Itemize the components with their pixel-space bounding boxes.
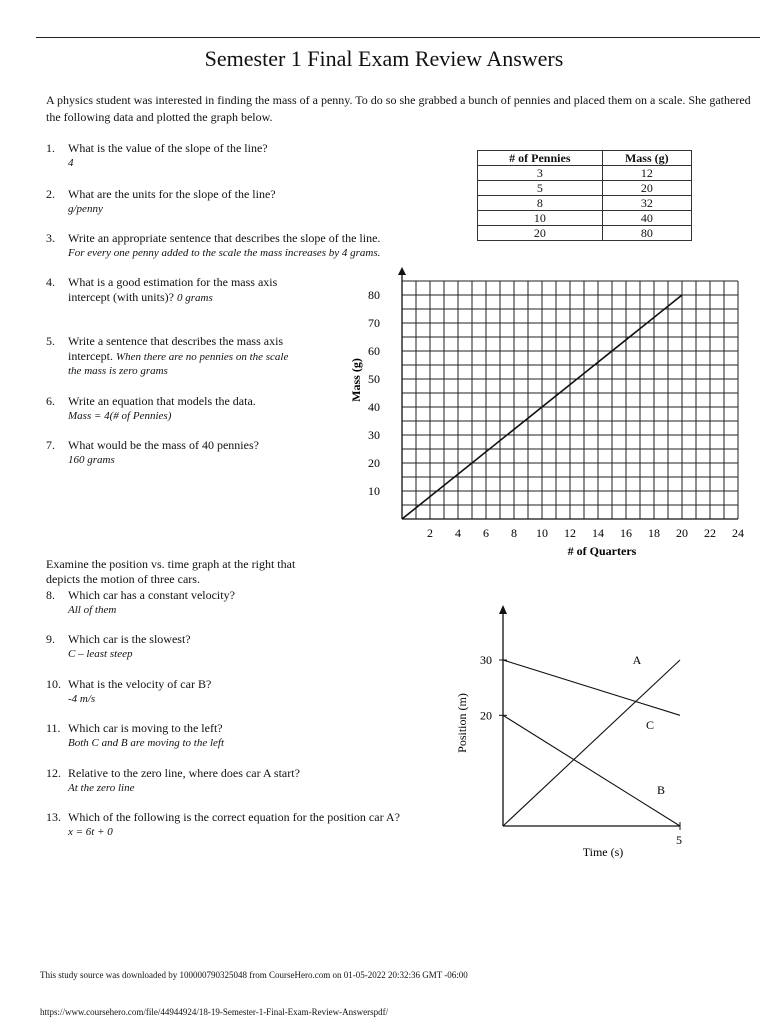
- table-cell: 32: [602, 196, 691, 211]
- table-cell: 10: [478, 211, 603, 226]
- series-line-car-a: [503, 660, 680, 826]
- question-text: What would be the mass of 40 pennies?: [68, 438, 259, 452]
- answer: x = 6t + 0: [68, 826, 113, 838]
- x-tick-label: 14: [592, 526, 604, 540]
- y-tick-label: 20: [368, 456, 380, 470]
- x-axis-label: # of Quarters: [567, 544, 637, 558]
- x-tick-label: 4: [455, 526, 461, 540]
- question-number: 7.: [46, 438, 55, 452]
- y-axis-label: Mass (g): [349, 358, 363, 402]
- x-tick-label: 2: [427, 526, 433, 540]
- y-tick-label: 60: [368, 344, 380, 358]
- question-text: Which car has a constant velocity?: [68, 588, 235, 602]
- question-text-line2: intercept (with units)?: [68, 290, 174, 304]
- y-axis-label: Position (m): [455, 693, 469, 753]
- answer: For every one penny added to the scale the mass increases by 4 grams.: [68, 247, 381, 259]
- x-tick-label: 5: [676, 833, 682, 847]
- table-header-pennies: # of Pennies: [478, 151, 603, 166]
- table-cell: 8: [478, 196, 603, 211]
- answer: At the zero line: [68, 782, 135, 794]
- question-text: Which of the following is the correct equation for the position car A?: [68, 810, 400, 824]
- answer: When there are no pennies on the scale: [115, 351, 289, 363]
- intro-paragraph: A physics student was interested in finding the mass of a penny. To do so she grabbed a bunch of pennies and placed them on a scale. She gathered the following data and plotted the graph below.: [46, 93, 751, 124]
- x-axis-label: Time (s): [582, 845, 624, 859]
- question-text: Write a sentence that describes the mass axis: [68, 334, 284, 348]
- question-text: Which car is moving to the left?: [68, 721, 223, 735]
- question-number: 1.: [46, 141, 55, 155]
- y-tick-label: 20: [480, 708, 492, 723]
- y-tick-label: 80: [368, 288, 380, 302]
- table-cell: 40: [602, 211, 691, 226]
- question-number: 8.: [46, 588, 55, 602]
- answer: 160 grams: [68, 454, 115, 466]
- y-tick-label: 10: [368, 484, 380, 498]
- x-tick-label: 8: [511, 526, 517, 540]
- x-tick-label: 22: [704, 526, 716, 540]
- table-cell: 3: [478, 166, 603, 181]
- answer: Mass = 4(# of Pennies): [68, 410, 172, 422]
- x-tick-label: 20: [676, 526, 688, 540]
- answer: g/penny: [68, 203, 103, 215]
- y-tick-label: 40: [368, 400, 380, 414]
- table-header-mass: Mass (g): [602, 151, 691, 166]
- x-tick-label: 10: [536, 526, 548, 540]
- question-number: 13.: [46, 810, 61, 824]
- question-number: 10.: [46, 677, 61, 691]
- footer-url: https://www.coursehero.com/file/44944924/18-19-Semester-1-Final-Exam-Review-Answerspdf/: [40, 1007, 389, 1017]
- table-cell: 20: [602, 181, 691, 196]
- y-tick-label: 70: [368, 316, 380, 330]
- y-axis-arrow: [499, 605, 507, 614]
- question-number: 6.: [46, 394, 55, 408]
- y-tick-label: 30: [480, 653, 492, 667]
- question-text: What is the velocity of car B?: [68, 677, 212, 691]
- question-number: 12.: [46, 766, 61, 780]
- section2-intro-line2: depicts the motion of three cars.: [46, 572, 200, 586]
- question-text: Write an equation that models the data.: [68, 394, 256, 408]
- series-label-car-c: C: [645, 718, 655, 732]
- question-text: What is the value of the slope of the line?: [68, 141, 268, 155]
- question-number: 5.: [46, 334, 55, 348]
- x-tick-label: 24: [732, 526, 744, 540]
- y-tick-label: 50: [368, 372, 380, 386]
- answer: 4: [68, 157, 74, 169]
- question-number: 9.: [46, 632, 55, 646]
- table-cell: 20: [478, 226, 603, 241]
- series-line-car-c: [503, 660, 680, 715]
- table-cell: 5: [478, 181, 603, 196]
- answer-line2: the mass is zero grams: [68, 365, 168, 377]
- table-cell: 80: [602, 226, 691, 241]
- x-tick-label: 12: [564, 526, 576, 540]
- question-text: What are the units for the slope of the line?: [68, 187, 276, 201]
- question-text: Which car is the slowest?: [68, 632, 191, 646]
- question-number: 4.: [46, 275, 55, 289]
- answer: -4 m/s: [68, 693, 96, 705]
- y-tick-label: 30: [368, 428, 380, 442]
- answer: All of them: [68, 604, 117, 616]
- x-tick-label: 6: [483, 526, 489, 540]
- answer: Both C and B are moving to the left: [68, 737, 225, 749]
- table-cell: 12: [602, 166, 691, 181]
- x-tick-label: 18: [648, 526, 660, 540]
- question-number: 2.: [46, 187, 55, 201]
- question-text: Write an appropriate sentence that describes the slope of the line.: [68, 231, 381, 245]
- answer: C – least steep: [68, 648, 133, 660]
- question-number: 3.: [46, 231, 55, 245]
- x-tick-label: 16: [620, 526, 632, 540]
- series-label-car-b: B: [656, 783, 666, 797]
- question-text-line2: intercept.: [68, 349, 113, 363]
- page-title: Semester 1 Final Exam Review Answers: [204, 46, 564, 71]
- section2-intro-line1: Examine the position vs. time graph at the right that: [46, 557, 296, 571]
- question-number: 11.: [46, 721, 61, 735]
- footer-download-notice: This study source was downloaded by 100000790325048 from CourseHero.com on 01-05-2022 20:32:36 GMT -06:00: [40, 970, 468, 980]
- answer: 0 grams: [176, 292, 213, 304]
- series-label-car-a: A: [632, 653, 642, 667]
- question-text: Relative to the zero line, where does car A start?: [68, 766, 300, 780]
- question-text: What is a good estimation for the mass axis: [68, 275, 278, 289]
